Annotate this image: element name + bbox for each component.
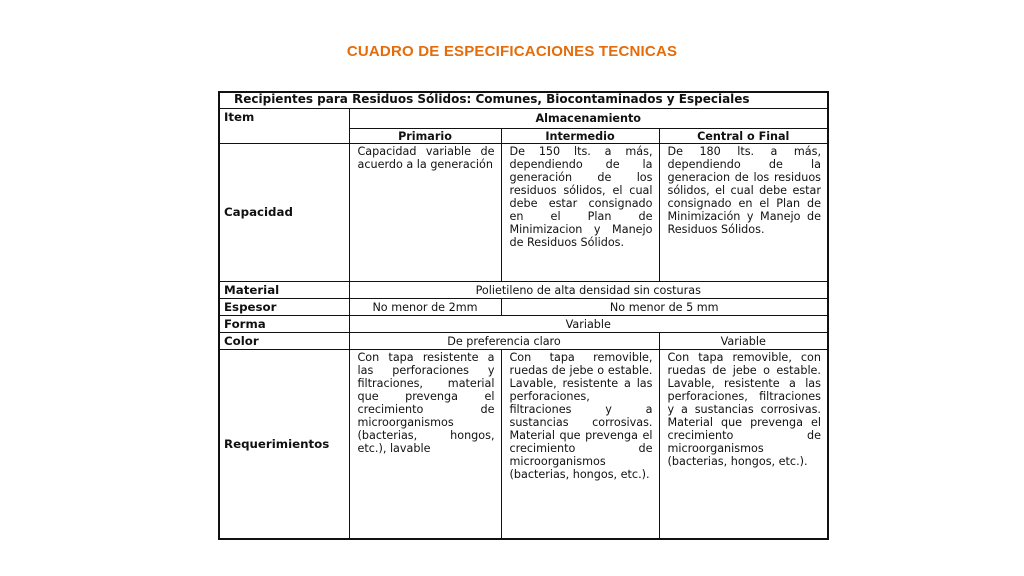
table-row-capacidad	[219, 144, 828, 282]
row-label-requerimientos: Requerimientos	[219, 350, 349, 540]
cell-material-value: Polietileno de alta densidad sin costuras	[349, 282, 828, 299]
item-header: Item	[219, 109, 349, 144]
table-row-forma	[219, 316, 828, 333]
row-label-material: Material	[219, 282, 349, 299]
table-title: Recipientes para Residuos Sólidos: Comunes, Biocontaminados y Especiales	[219, 92, 828, 109]
table-row-material	[219, 282, 828, 299]
row-label-color: Color	[219, 333, 349, 350]
cell-color-primario-intermedio: De preferencia claro	[349, 333, 659, 350]
cell-forma-value: Variable	[349, 316, 828, 333]
table-row-espesor	[219, 299, 828, 316]
header-row	[219, 109, 828, 129]
cell-requerimientos-central: Con tapa removible, con ruedas de jebe o estable. Lavable, resistente a las perforaciones, filtraciones y a sustancias corrosivas. Material que prevenga el crecimiento de microorganismos (bacterias, hongos, etc.).	[659, 350, 828, 540]
specifications-table	[218, 91, 829, 540]
cell-capacidad-intermedio: De 150 lts. a más, dependiendo de la generación de los residuos sólidos, el cual debe estar consignado en el Plan de Minimizacion y Manejo de Residuos Sólidos.	[501, 144, 659, 282]
cell-requerimientos-primario: Con tapa resistente a las perforaciones y filtraciones, material que prevenga el crecimiento de microorganismos (bacterias, hongos, etc.), lavable	[349, 350, 501, 540]
cell-espesor-resto: No menor de 5 mm	[501, 299, 828, 316]
table-row-requerimientos	[219, 350, 828, 540]
storage-header: Almacenamiento	[349, 109, 828, 129]
cell-capacidad-central: De 180 lts. a más, dependiendo de la generacion de los residuos sólidos, el cual debe estar consignado en el Plan de Minimización y Manejo de Residuos Sólidos.	[659, 144, 828, 282]
column-header-intermedio: Intermedio	[501, 129, 659, 144]
cell-color-central: Variable	[659, 333, 828, 350]
row-label-forma: Forma	[219, 316, 349, 333]
slide-title: CUADRO DE ESPECIFICACIONES TECNICAS	[346, 43, 678, 60]
cell-requerimientos-intermedio: Con tapa removible, ruedas de jebe o estable. Lavable, resistente a las perforaciones, filtraciones y a sustancias corrosivas. Material que prevenga el crecimiento de microorganismos (bacterias, hongos, etc.).	[501, 350, 659, 540]
column-header-primario: Primario	[349, 129, 501, 144]
cell-espesor-primario: No menor de 2mm	[349, 299, 501, 316]
column-header-central: Central o Final	[659, 129, 828, 144]
row-label-capacidad: Capacidad	[219, 144, 349, 282]
row-label-espesor: Espesor	[219, 299, 349, 316]
table-title-row	[219, 92, 828, 109]
cell-capacidad-primario: Capacidad variable de acuerdo a la generación	[349, 144, 501, 282]
table-row-color	[219, 333, 828, 350]
